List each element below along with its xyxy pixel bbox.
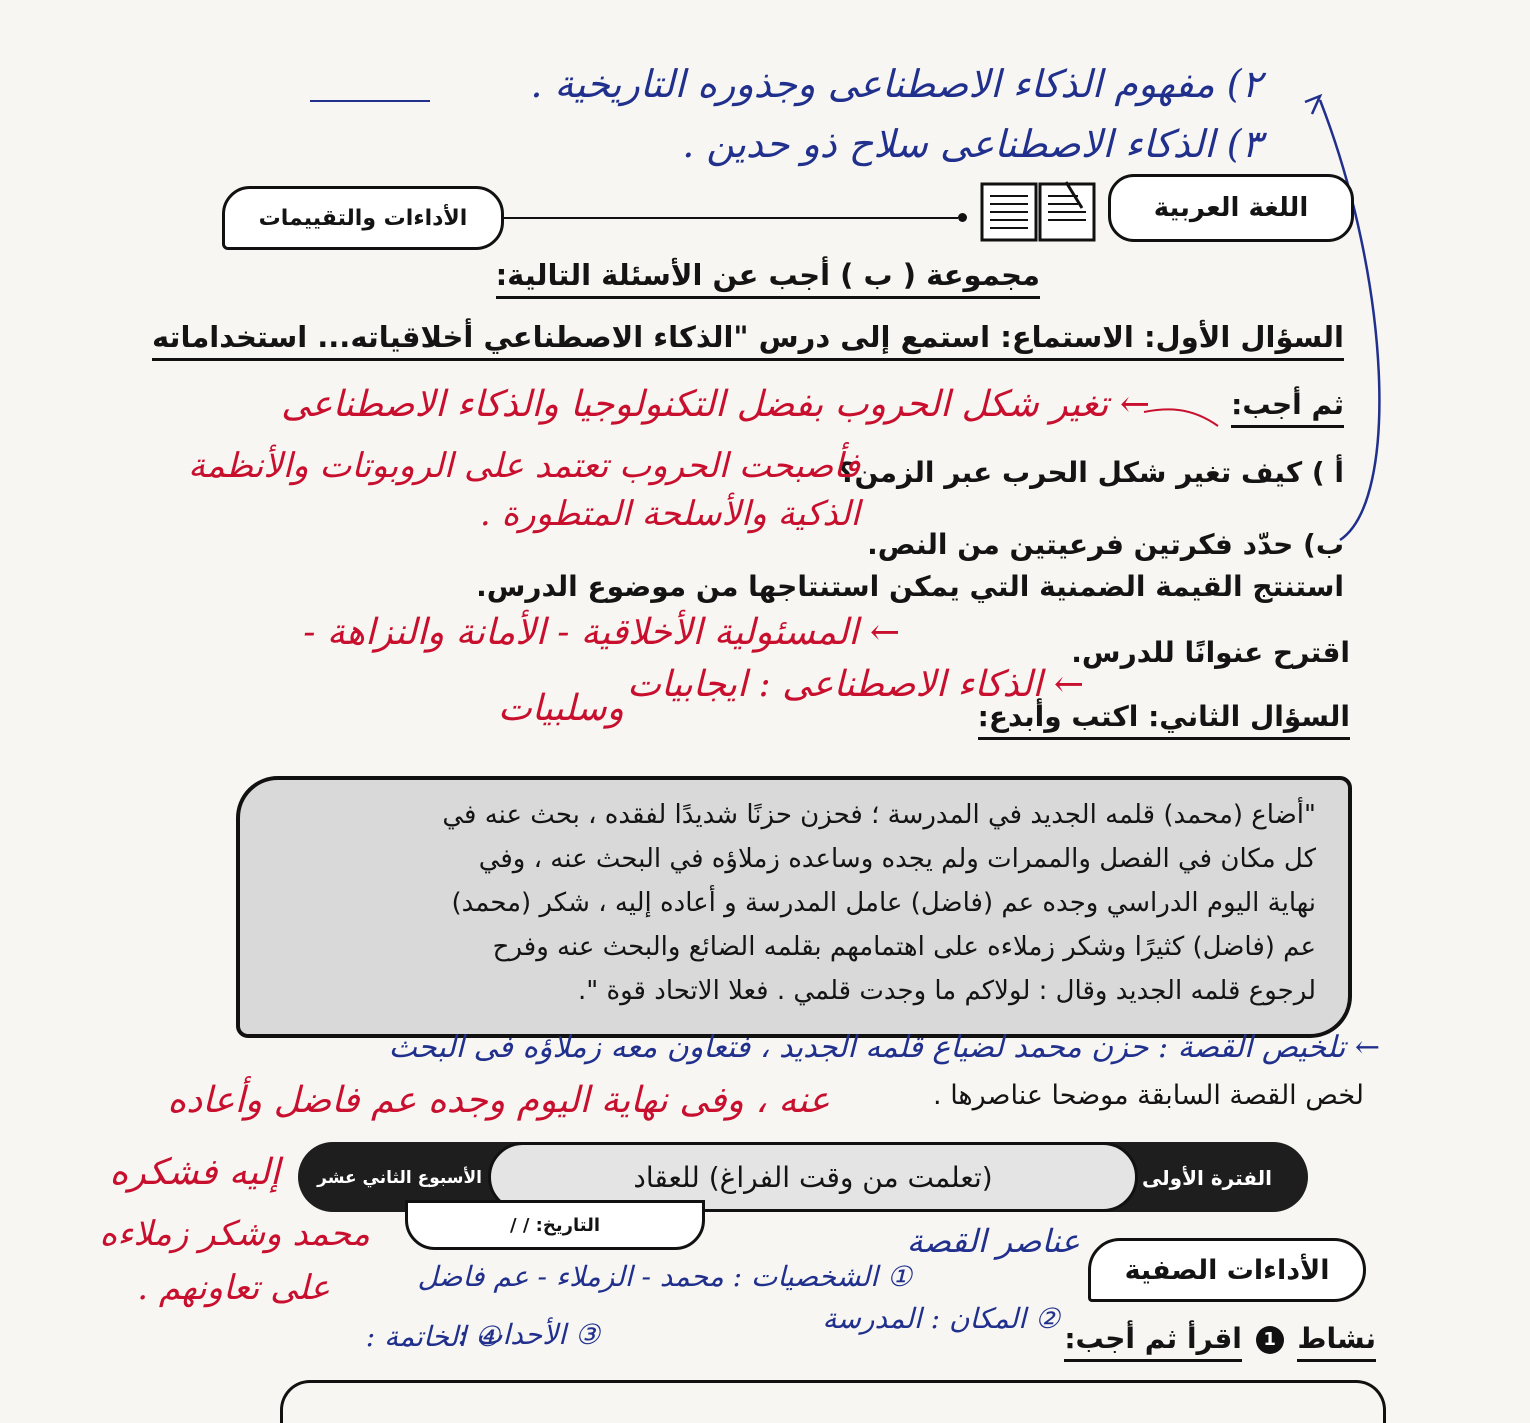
activity-text: اقرأ ثم أجب: xyxy=(1064,1322,1242,1362)
activity-label: نشاط xyxy=(1297,1322,1376,1362)
section2-pill xyxy=(1088,1238,1366,1302)
story-line-4: عم (فاضل) كثيرًا وشكر زملاءه على اهتمامهم بقلمه الضائع والبحث عنه وفرح xyxy=(492,932,1316,962)
section2-title: الأداءات الصفية xyxy=(1124,1254,1330,1286)
story-line-3: نهاية اليوم الدراسي وجده عم (فاضل) عامل المدرسة و أعاده إليه ، شكر (محمد) xyxy=(451,888,1316,918)
summary-line-2: عنه ، وفى نهاية اليوم وجده عم فاضل وأعاده xyxy=(167,1080,830,1121)
answer-d-line2: وسلبيات xyxy=(497,688,624,729)
question1-b: ب) حدّد فكرتين فرعيتين من النص. xyxy=(867,528,1344,561)
date-label: التاريخ: / / xyxy=(510,1214,601,1236)
subject-pill xyxy=(1108,174,1354,242)
date-tab xyxy=(405,1200,705,1250)
answer-a-line1: ← تغير شكل الحروب بفضل التكنولوجيا والذكاء الاصطناعى xyxy=(281,384,1150,425)
elements-characters: ① الشخصيات : محمد - الزملاء - عم فاضل xyxy=(417,1260,912,1293)
question2-title: السؤال الثاني: اكتب وأبدع: xyxy=(978,700,1350,740)
handwritten-note-3: ٣) الذكاء الاصطناعى سلاح ذو حدين . xyxy=(682,122,1262,166)
summary-label xyxy=(389,1030,1380,1065)
header-dot-right xyxy=(958,213,967,222)
group-title: مجموعة ( ب ) أجب عن الأسئلة التالية: xyxy=(496,258,1040,299)
question1-d: اقترح عنوانًا للدرس. xyxy=(1071,636,1350,669)
story-line-5: لرجوع قلمه الجديد وقال : لولاكم ما وجدت قلمي . فعلا الاتحاد قوة ". xyxy=(578,976,1316,1006)
next-box-edge xyxy=(280,1380,1386,1423)
activity-row xyxy=(1064,1322,1376,1355)
story-line-1: "أضاع (محمد) قلمه الجديد في المدرسة ؛ فحزن حزنًا شديدًا لفقده ، بحث عنه في xyxy=(442,800,1316,830)
summary-line-4: محمد وشكر زملاءه xyxy=(99,1214,370,1254)
lesson-title: (تعلمت من وقت الفراغ) للعقاد xyxy=(633,1160,993,1194)
header-line xyxy=(504,217,958,219)
banner-week: الأسبوع الثاني عشر xyxy=(317,1168,482,1188)
elements-ending: ④ الخاتمة : xyxy=(365,1320,500,1353)
handwritten-note-2: ٢) مفهوم الذكاء الاصطناعى وجذوره التاريخية . xyxy=(530,62,1262,106)
story-box xyxy=(236,776,1352,1038)
red-arrow-icon xyxy=(1140,400,1220,430)
elements-events: ③ الأحداث : xyxy=(457,1318,600,1351)
question1-line2: ثم أجب: xyxy=(1231,388,1344,428)
activity-number: 1 xyxy=(1256,1326,1284,1354)
answer-c: ← المسئولية الأخلاقية - الأمانة والنزاهة - xyxy=(303,612,900,653)
summary-line-5: على تعاونهم . xyxy=(137,1268,330,1308)
section-pill xyxy=(222,186,504,250)
answer-d-line1: ← الذكاء الاصطناعى : ايجابيات xyxy=(627,664,1084,705)
note-underline xyxy=(310,100,430,102)
question1-c: استنتج القيمة الضمنية التي يمكن استنتاجها من موضوع الدرس. xyxy=(476,570,1344,603)
story-line-2: كل مكان في الفصل والممرات ولم يجده وساعده زملاؤه في البحث عنه ، وفي xyxy=(478,844,1316,874)
summary-first-line: ← تلخيص القصة : حزن محمد لضياع قلمه الجديد ، فتعاون معه زملاؤه فى البحث xyxy=(388,1030,1380,1065)
subject-title: اللغة العربية xyxy=(1153,193,1309,223)
question1-line1: السؤال الأول: الاستماع: استمع إلى درس "الذكاء الاصطناعي أخلاقياته... استخداماته xyxy=(152,320,1344,361)
open-book-icon xyxy=(978,178,1098,246)
section-title: الأداءات والتقييمات xyxy=(258,205,468,231)
question1-a: أ ) كيف تغير شكل الحرب عبر الزمن؟ xyxy=(838,456,1344,489)
elements-heading: عناصر القصة xyxy=(906,1222,1080,1260)
answer-a-line2: فأصبحت الحروب تعتمد على الروبوتات والأنظمة xyxy=(188,446,860,486)
question2-instruction: لخص القصة السابقة موضحا عناصرها . xyxy=(933,1080,1364,1111)
summary-line-3: إليه فشكره xyxy=(109,1152,280,1193)
elements-place: ② المكان : المدرسة xyxy=(822,1302,1060,1335)
banner-term: الفترة الأولى xyxy=(1141,1166,1272,1190)
answer-a-line3: الذكية والأسلحة المتطورة . xyxy=(479,494,860,534)
